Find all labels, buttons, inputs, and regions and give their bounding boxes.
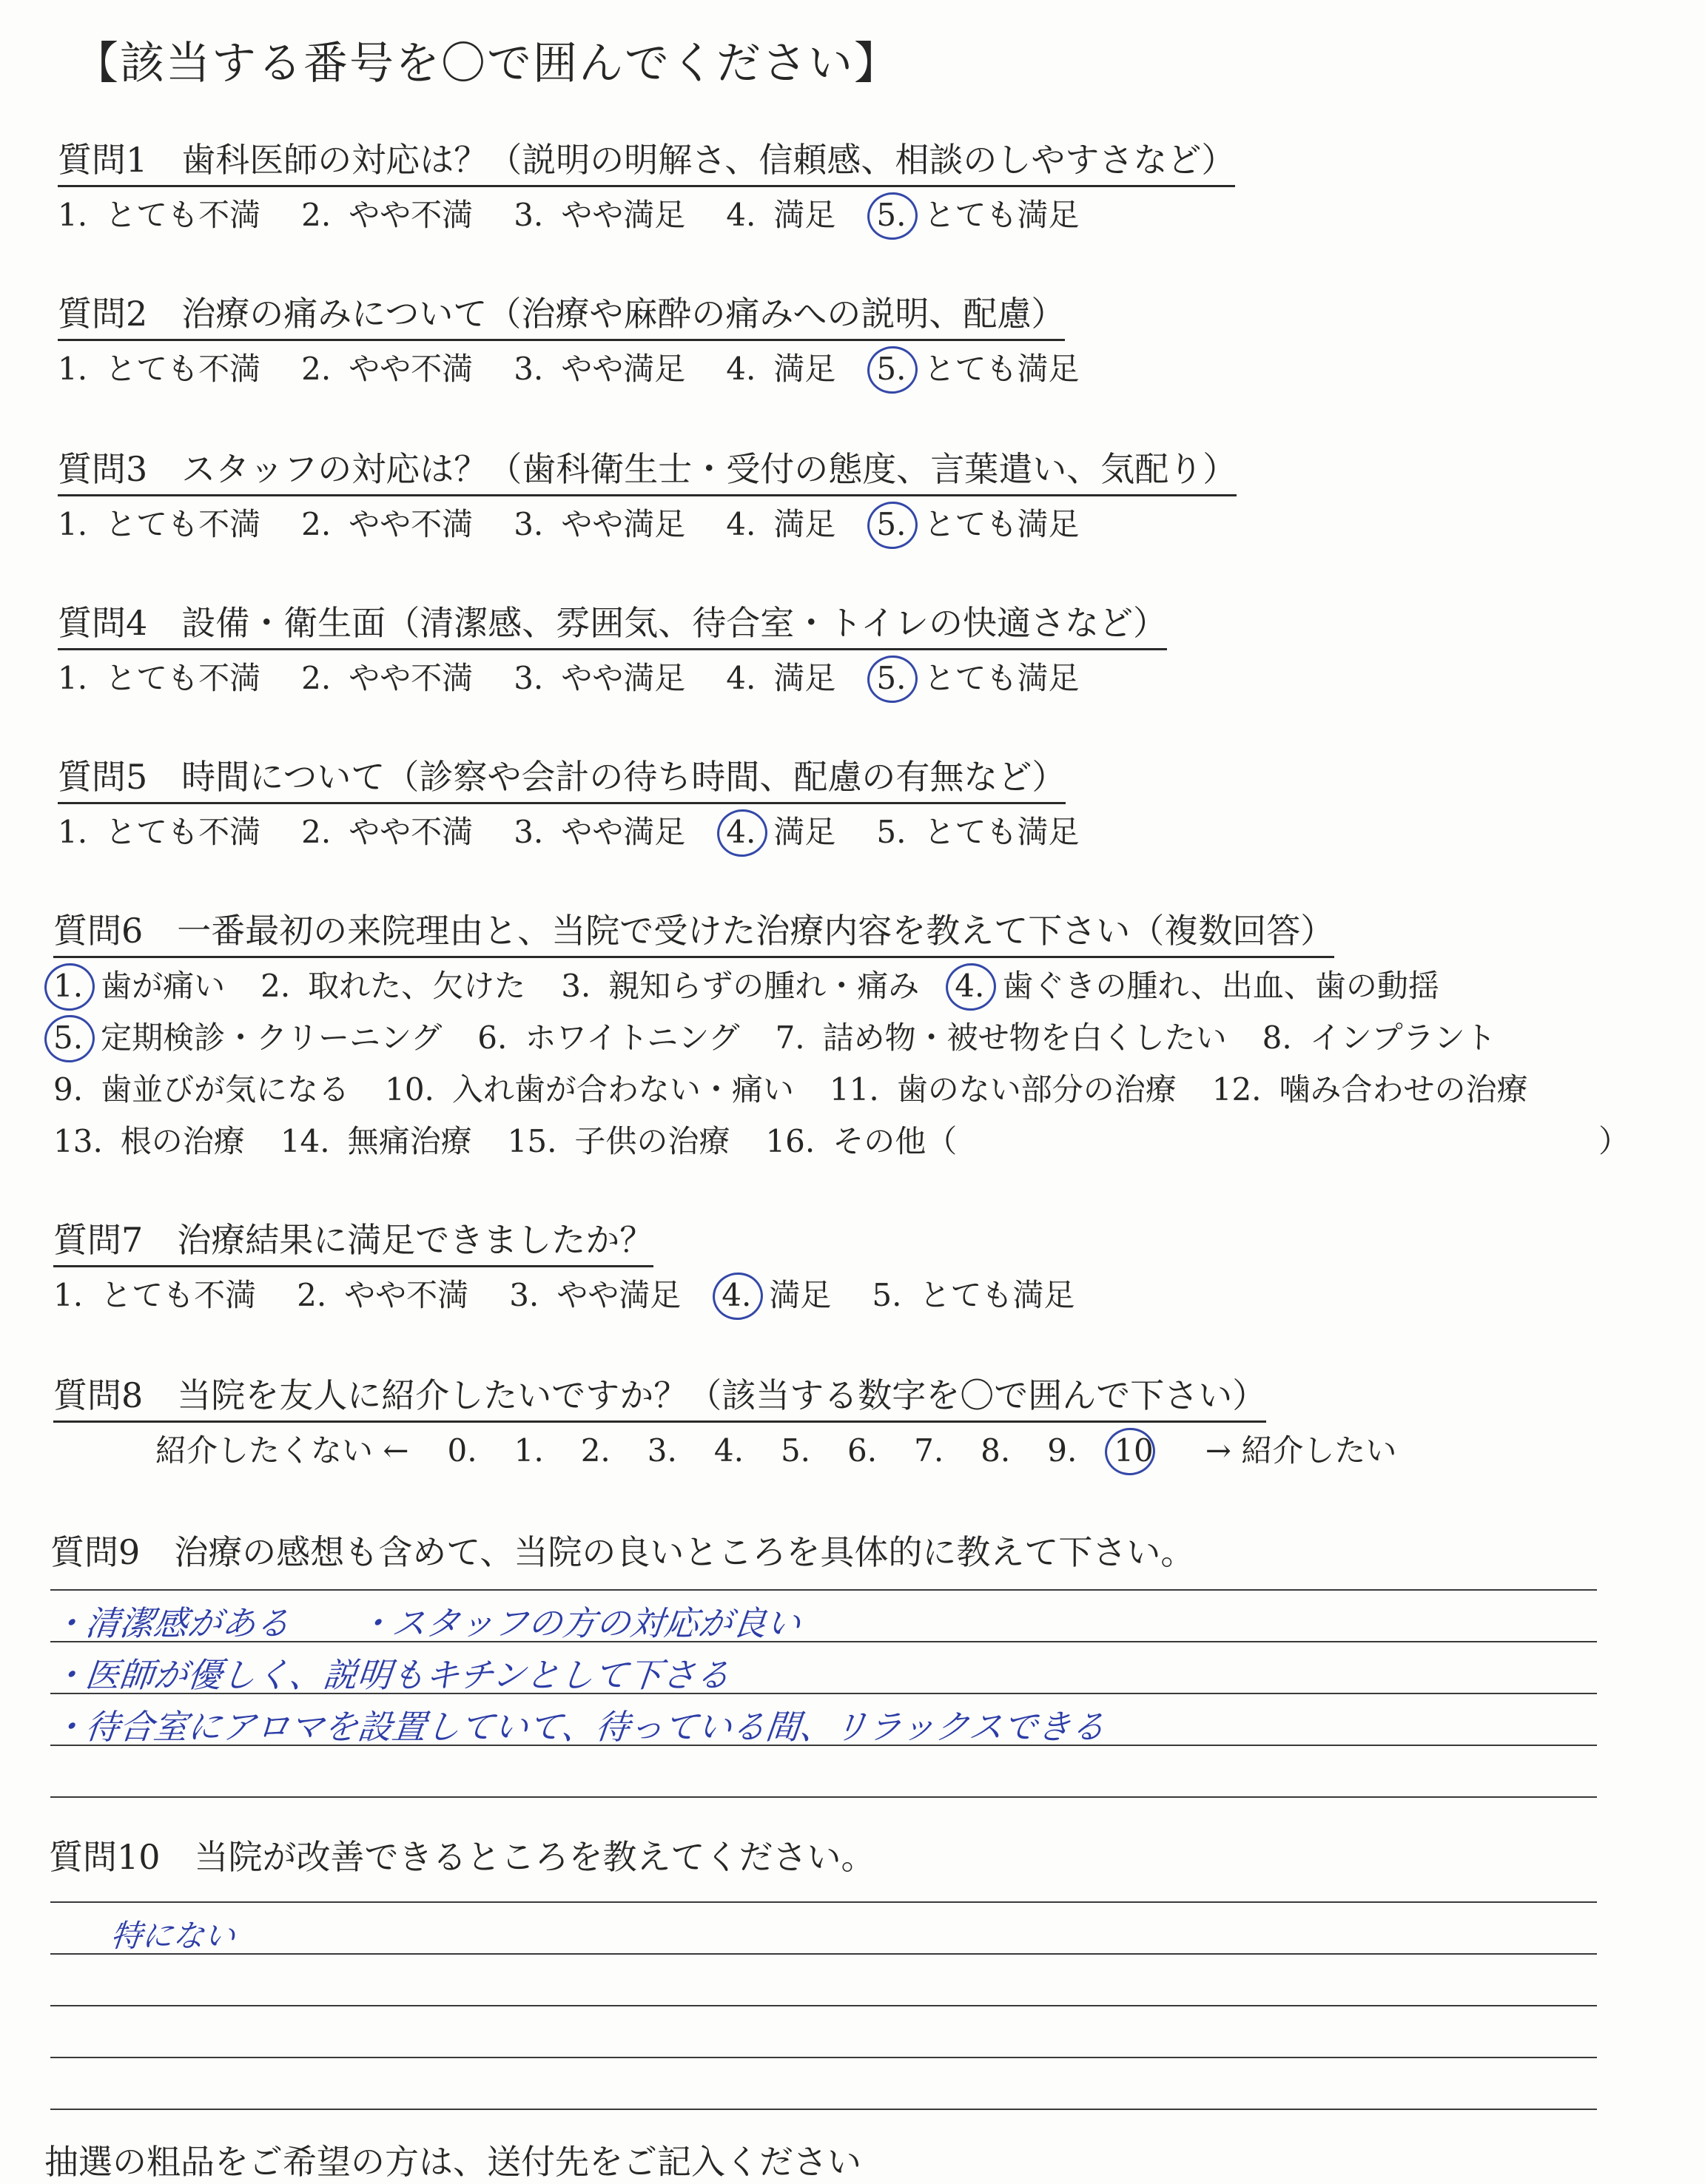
option[interactable] [448,1432,477,1469]
option-number: 3. [514,197,544,233]
option-number: 5. [780,1432,811,1469]
question-3-title: 質問3 スタッフの対応は？（歯科衛生士・受付の態度、言葉遣い、気配り） [58,442,1237,496]
option[interactable] [561,962,919,1006]
option-label: 親知らずの腫れ・痛み [608,968,920,1004]
option-number: 5. [876,506,907,542]
option-number: 2. [260,968,291,1004]
option-label: 取れた、欠けた [308,968,526,1004]
option-number: 5. [876,197,907,233]
option[interactable] [301,345,473,389]
option[interactable] [509,1271,681,1315]
option[interactable] [301,500,473,545]
option-label: 無痛治療 [347,1123,472,1159]
option-number: 15. [507,1123,557,1159]
option[interactable] [1047,1432,1077,1469]
option-label: やや不満 [349,197,474,233]
option-number: 4. [726,506,756,542]
option[interactable] [477,1014,739,1058]
question-6-options-row-2 [53,1014,1532,1058]
question-6-title: 質問6 一番最初の来院理由と、当院で受けた治療内容を教えて下さい（複数回答） [53,904,1334,958]
option[interactable] [876,808,1079,852]
option-number: 5. [872,1277,902,1313]
option-number: 7. [775,1019,805,1056]
option-number: 16. [765,1123,815,1159]
option[interactable] [726,191,835,235]
option-label: やや満足 [561,814,686,850]
option-selected[interactable] [876,654,1079,698]
answer-line [50,1901,1597,1903]
q9-handwritten-line-3: ・待合室にアロマを設置していて、待っている間、リラックスできる [49,1707,1108,1747]
question-4-options [58,654,1120,698]
option-selected[interactable] [53,962,225,1006]
q9-handwritten-line-1: ・清潔感がある ・スタッフの方の対応が良い [49,1603,803,1643]
option-label: とても満足 [924,506,1080,542]
option-number: 1. [58,351,88,387]
option-label: とても満足 [919,1277,1075,1313]
option[interactable] [58,191,260,235]
question-5-title: 質問5 時間について（診察や会計の待ち時間、配慮の有無など） [58,750,1066,804]
option-label: 歯のない部分の治療 [896,1071,1177,1108]
option-label: やや満足 [561,506,686,542]
option[interactable] [58,654,260,698]
option-label: やや満足 [561,197,686,233]
option-label: 満足 [769,1277,832,1313]
question-7-options [53,1271,1115,1315]
answer-line [50,2109,1597,2110]
option-number: 8. [1262,1019,1292,1056]
option-number: 2. [301,351,332,387]
option-label: その他（ [833,1123,958,1159]
q10-handwritten-answer: 特にない [109,1918,238,1954]
option-label: とても不満 [105,814,261,850]
option[interactable] [385,1065,794,1110]
option-number: 2. [301,506,332,542]
option-number: 11. [829,1071,879,1108]
option-number: 2. [301,660,332,696]
option-label: やや不満 [349,506,474,542]
option[interactable] [981,1432,1010,1469]
option-label: とても満足 [924,197,1080,233]
question-6-options-row-3 [53,1065,1564,1110]
answer-line [50,1589,1597,1591]
option-number: 1. [53,1277,84,1313]
option[interactable] [58,808,260,852]
option-number: 12. [1211,1071,1262,1108]
option-label: 根の治療 [120,1123,245,1159]
option[interactable] [514,808,685,852]
option-label: とても不満 [105,197,261,233]
answer-line [50,1953,1597,1955]
option-label: ホワイトニング [525,1019,740,1056]
option-number: 3. [514,506,544,542]
option-label: 詰め物・被せ物を白くしたい [822,1019,1227,1056]
option-label: 入れ歯が合わない・痛い [451,1071,794,1108]
option-number: 6. [477,1019,508,1056]
option-number: 0. [447,1432,477,1469]
option-label: とても満足 [924,660,1080,696]
page-title: 【該当する番号を〇で囲んでください】 [74,38,900,90]
answer-line [50,1796,1597,1798]
option-label: 噛み合わせの治療 [1279,1071,1528,1108]
option[interactable] [514,500,685,545]
option[interactable] [508,1117,730,1162]
option-label: 満足 [773,506,836,542]
option-label: 子供の治療 [574,1123,730,1159]
option[interactable] [1262,1014,1496,1058]
question-5-options [58,808,1120,852]
option[interactable] [781,1432,810,1469]
option-number: 1. [58,197,88,233]
option-number: 2. [297,1277,327,1313]
option-selected[interactable] [876,191,1079,235]
question-4-title: 質問4 設備・衛生面（清潔感、雰囲気、待合室・トイレの快適さなど） [58,596,1167,650]
option-selected[interactable] [876,500,1079,545]
q9-handwritten-line-2: ・医師が優しく、説明もキチンとして下さる [49,1655,733,1695]
option-number: 2. [301,814,332,850]
option-number: 5. [876,814,907,850]
option-number: 2. [580,1432,611,1469]
option-selected[interactable] [955,962,1439,1006]
option[interactable] [847,1432,877,1469]
option[interactable] [53,1065,349,1110]
option-number: 4. [726,197,756,233]
question-3-options [58,500,1120,545]
option-number: 13. [53,1123,103,1159]
option-number: 3. [647,1432,677,1469]
option-number: 5. [53,1019,84,1056]
option-number: 4. [955,968,985,1004]
option-number: 3. [514,351,544,387]
option[interactable] [726,654,835,698]
option-label: とても不満 [101,1277,257,1313]
option[interactable] [58,500,260,545]
option[interactable] [726,345,835,389]
option-label: とても満足 [924,814,1080,850]
question-7-title: 質問7 治療結果に満足できましたか？ [53,1213,653,1267]
question-2-options [58,345,1120,389]
option[interactable] [1212,1065,1528,1110]
option-number: 10. [385,1071,434,1108]
option-number: 3. [514,814,544,850]
option-number: 9. [1047,1432,1077,1469]
q8-left-label: 紹介したくない ← [155,1432,409,1469]
question-1-options [58,191,1120,235]
option[interactable] [581,1432,611,1469]
option-number: 1. [58,814,88,850]
option[interactable] [297,1271,468,1315]
option-label: 満足 [773,351,836,387]
option-label: 満足 [773,814,836,850]
q6-other-close-paren: ） [1598,1123,1630,1159]
option-number: 8. [981,1432,1011,1469]
option-selected[interactable] [53,1014,442,1058]
question-6-options-row-4 [53,1117,992,1162]
option-selected[interactable] [1114,1432,1153,1469]
option-number: 9. [53,1071,84,1108]
option-selected[interactable] [722,1271,831,1315]
option-number: 1. [58,660,88,696]
option-number: 4. [722,1277,752,1313]
option-number: 6. [847,1432,878,1469]
question-9-title: 質問9 治療の感想も含めて、当院の良いところを具体的に教えて下さい。 [50,1532,1195,1572]
option-label: 定期検診・クリーニング [101,1019,443,1056]
option[interactable] [776,1014,1227,1058]
option[interactable] [301,191,473,235]
option-number: 1. [53,968,84,1004]
option-number: 1. [514,1432,544,1469]
option-label: やや不満 [349,351,474,387]
option[interactable] [726,500,835,545]
option-number: 3. [561,968,591,1004]
option-number: 5. [876,351,907,387]
option-label: インプラント [1309,1019,1496,1056]
question-1-title: 質問1 歯科医師の対応は？（説明の明解さ、信頼感、相談のしやすさなど） [58,133,1235,187]
option[interactable] [514,1432,544,1469]
option-label: やや不満 [344,1277,469,1313]
option-label: とても不満 [105,506,261,542]
option[interactable] [648,1432,677,1469]
option-number: 10 [1114,1432,1154,1469]
question-10-title: 質問10 当院が改善できるところを教えてください。 [49,1837,875,1877]
option-label: やや満足 [561,351,686,387]
option-number: 14. [280,1123,330,1159]
option-number: 4. [713,1432,744,1469]
option-selected[interactable] [726,808,835,852]
option[interactable] [765,1117,957,1162]
footer-partial-text: 抽選の粗品をご希望の方は、送付先をご記入ください [44,2142,861,2182]
option[interactable] [53,1117,245,1162]
option-number: 3. [509,1277,539,1313]
option[interactable] [830,1065,1177,1110]
question-6-options-row-1 [53,962,1475,1006]
option-selected[interactable] [876,345,1079,389]
option[interactable] [301,808,473,852]
option-number: 4. [726,660,756,696]
option-label: 歯並びが気になる [101,1071,350,1108]
option[interactable] [714,1432,744,1469]
option-label: やや満足 [561,660,686,696]
option[interactable] [301,654,473,698]
option-label: 歯ぐきの腫れ、出血、歯の動揺 [1002,968,1439,1004]
option-number: 1. [58,506,88,542]
q8-right-label: → 紹介したい [1205,1432,1397,1469]
option[interactable] [58,345,260,389]
option-number: 5. [876,660,907,696]
option-label: とても不満 [105,351,261,387]
answer-line [50,2057,1597,2058]
option-label: 満足 [773,660,836,696]
option[interactable] [872,1271,1075,1315]
option-label: とても満足 [924,351,1080,387]
option-number: 2. [301,197,332,233]
answer-line [50,2005,1597,2006]
question-8-scale [155,1426,1396,1471]
option-number: 7. [914,1432,944,1469]
option[interactable] [914,1432,944,1469]
option-label: 満足 [773,197,836,233]
question-8-title: 質問8 当院を友人に紹介したいですか？（該当する数字を〇で囲んで下さい） [53,1369,1266,1423]
option[interactable] [514,345,685,389]
option-label: 歯が痛い [101,968,226,1004]
option[interactable] [514,654,685,698]
option[interactable] [514,191,685,235]
option-label: やや不満 [349,660,474,696]
option[interactable] [260,962,525,1006]
option-number: 4. [726,351,756,387]
option-label: とても不満 [105,660,261,696]
option-label: やや不満 [349,814,474,850]
option-label: やや満足 [556,1277,682,1313]
question-2-title: 質問2 治療の痛みについて（治療や麻酔の痛みへの説明、配慮） [58,287,1065,341]
option-number: 4. [726,814,756,850]
option-number: 3. [514,660,544,696]
option[interactable] [53,1271,256,1315]
option[interactable] [280,1117,472,1162]
